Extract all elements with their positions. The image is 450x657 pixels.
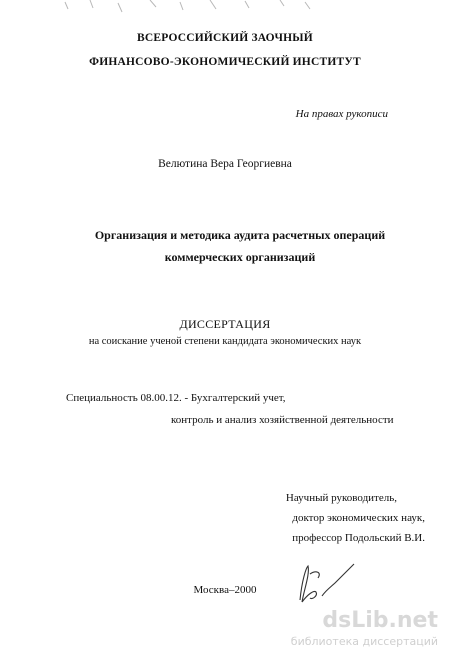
institution-name-line-1: ВСЕРОССИЙСКИЙ ЗАОЧНЫЙ: [137, 32, 313, 44]
institution-name-line-2: ФИНАНСОВО-ЭКОНОМИЧЕСКИЙ ИНСТИТУТ: [89, 56, 361, 68]
specialty-line-2: контроль и анализ хозяйственной деятельности: [171, 414, 394, 426]
author-name: Велютина Вера Георгиевна: [158, 158, 292, 170]
title-line-2: коммерческих организаций: [164, 250, 316, 264]
dslib-watermark: [288, 608, 438, 652]
document-type: ДИССЕРТАЦИЯ: [179, 317, 271, 331]
manuscript-rights-note: На правах рукописи: [295, 108, 388, 120]
city-and-year: Москва–2000: [193, 584, 257, 596]
scan-artifact-marks: [60, 0, 320, 18]
supervisor-role: Научный руководитель,: [285, 492, 397, 504]
title-line-1: Организация и методика аудита расчетных операций: [94, 228, 386, 242]
supervisor-block: [0, 488, 425, 548]
watermark-logo: dsLib.net: [322, 608, 438, 633]
supervisor-degree: доктор экономических наук,: [292, 512, 425, 524]
watermark-caption: библиотека диссертаций: [290, 635, 438, 648]
specialty-line-1: Специальность 08.00.12. - Бухгалтерский учет,: [66, 392, 286, 404]
dissertation-title: [40, 224, 440, 268]
degree-purpose: на соискание ученой степени кандидата экономических наук: [88, 336, 362, 347]
supervisor-name: профессор Подольский В.И.: [292, 532, 425, 544]
